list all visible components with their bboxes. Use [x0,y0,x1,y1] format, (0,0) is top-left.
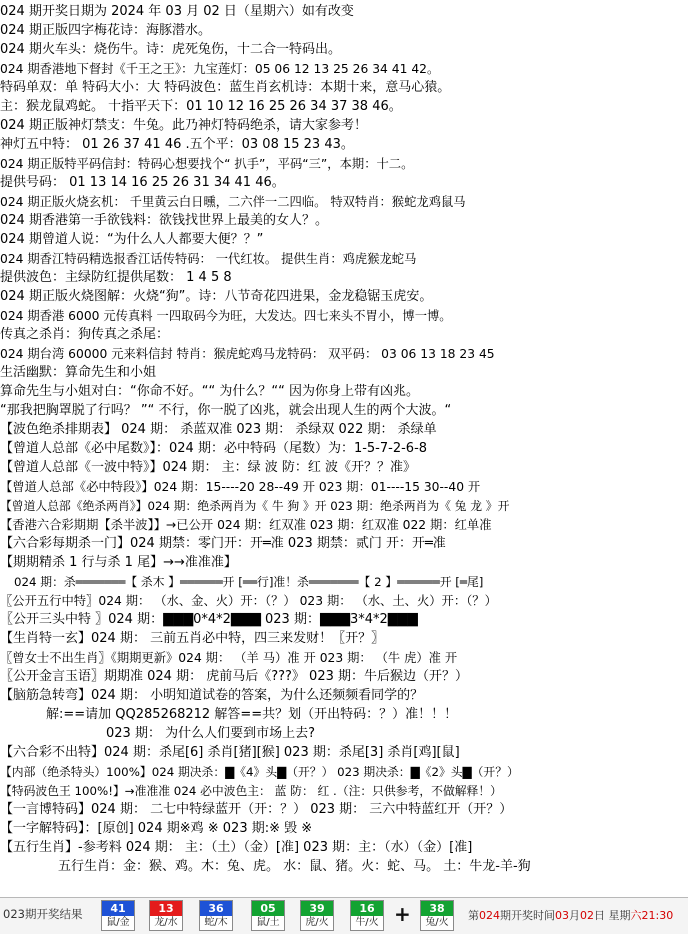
ball-zodiac: 蛇/木 [204,917,228,928]
ball-number: 41 [102,901,134,916]
doc-line: 【曾道人总部《必中特段》】024 期：15----20 28--49 开 023 期：01----15 30--40 开 [0,480,481,494]
doc-line: 024 期香港地下督封《千王之王》：九宝莲灯：05 06 12 13 25 26 34 41 42。 [0,62,440,76]
doc-line: 提供号码： 01 13 14 16 25 26 31 34 41 46。 [0,175,285,190]
doc-line: 神灯五中特： 01 26 37 41 46 .五个平：03 08 15 23 43。 [0,137,354,152]
doc-line: 【一字解特码】：[原创] 024 期※鸡 ※ 023 期:※ 毁 ※ [0,821,313,836]
result-ball [101,900,135,931]
doc-line: 024 期开奖日期为 2024 年 03 月 02 日（星期六）如有改变 [0,4,354,19]
doc-line: 023 期： 为什么人们要到市场上去? [106,726,315,741]
doc-line: 024 期正版神灯禁支：牛兔。此乃神灯特码绝杀，请大家参考！ [0,118,367,133]
ball-number: 38 [421,901,453,916]
doc-line: 024 期正版特平码信封：特码心想要找个“ 扒手”，平码“三”，本期：十二。 [0,157,414,171]
doc-line: 【曾道人总部《必中尾数》】：024 期：必中特码（尾数）为：1-5-7-2-6-8 [0,441,428,456]
doc-line: 【内部（绝杀特头）100%】024 期决杀：▇《4》头▇（开？） 023 期决杀：▇《2》头▇（开？） [0,765,519,779]
result-ball [149,900,183,931]
doc-line: 024 期正版火烧图解：火烧“狗”。诗：八节奇花四进果，金龙稳锯玉虎安。 [0,289,433,304]
doc-line: 【一言博特码】024 期： 二七中特绿蓝开（开：？） 023 期： 三六中特蓝红开（开？） [0,802,513,817]
doc-line: 024 期香港 6000 元传真料 一四取码今为旺，大发达。四七来头不胃小，博一博。 [0,309,452,323]
doc-line: 【曾道人总部《一波中特》】024 期： 主：绿 波 防：红 波《开？？准》 [0,460,416,475]
doc-line: 五行生肖：金：猴、鸡。木：兔、虎。 水：鼠、猪。火：蛇、马。 土：牛龙-羊-狗 [58,859,531,874]
doc-line: 024 期：杀═══════【 杀木 】══════开 [══行]准！杀═══════【 2 】══════开 [═尾] [14,575,484,589]
ball-number: 39 [301,901,333,916]
result-ball [300,900,334,931]
ball-number: 36 [200,901,232,916]
info-week: 六 [630,909,642,922]
special-ball [420,900,454,931]
ball-zodiac: 鼠/土 [256,917,280,928]
result-ball [350,900,384,931]
doc-line: 主：猴龙鼠鸡蛇。 十指平天下：01 10 12 16 25 26 34 37 38 46。 [0,99,402,114]
doc-line: 【六合彩每期杀一门】024 期禁：零门开：开═准 023 期禁：贰门 开：开═准 [0,536,446,551]
ball-zodiac: 牛/火 [355,917,379,928]
doc-line: 【脑筋急转弯】024 期： 小明知道试卷的答案，为什么还频频看同学的？ [0,688,424,703]
doc-line: 传真之杀肖：狗传真之杀尾： [0,327,170,342]
ball-zodiac: 龙/水 [154,917,178,928]
info-week-label: 星期 [608,909,631,922]
doc-line: 生活幽默：算命先生和小姐 [0,365,157,380]
info-time: 21:30 [641,909,674,922]
ball-number: 13 [150,901,182,916]
doc-line: 【特码波色王 100%!】→准准准 024 必中波色主： 蓝 防： 红 .（注：只供参考，不做解释！） [0,784,502,798]
doc-line: 特码单双：单 特码大小：大 特码波色：蓝生肖玄机诗：本期十来，意马心猿。 [0,80,451,95]
ball-zodiac: 鼠/金 [106,917,130,928]
info-day-unit: 日 [594,909,605,922]
ball-number: 16 [351,901,383,916]
plus-sign: + [394,902,411,926]
next-draw-info [468,907,673,923]
info-month-unit: 月 [569,909,580,922]
doc-line: 024 期火车头：烧伤牛。诗：虎死兔伤，十二合一特码出。 [0,42,341,57]
info-day: 02 [580,909,594,922]
doc-line: 【生肖特一玄】024 期： 三前五肖必中特，四三来发财！〖开？〗 [0,631,385,646]
doc-line: 【六合彩不出特】024 期：杀尾[6] 杀肖[猪][猴] 023 期：杀尾[3] 杀肖[鸡][鼠] [0,745,460,760]
doc-line: 024 期正版火烧玄机： 千里黄云白日曛，二六伴一二四临。 特双特肖：猴蛇龙鸡鼠马 [0,195,466,209]
info-prefix: 第 [468,909,479,922]
doc-line: 024 期香港第一手欲钱料：欲钱找世界上最美的女人？。 [0,213,328,228]
doc-line: 解:==请加 QQ285268212 解答==共？划（开出特码：？）准！！！ [46,707,458,722]
draw-result-bar [0,897,688,934]
doc-line: 【五行生肖】-参考料 024 期： 主：（土）（金）[准] 023 期：主：（水）（金）[准] [0,840,473,855]
draw-result-label: 023期开奖结果 [3,907,83,921]
doc-line: 〖公开三头中特 〗024 期：▇▇▇0*4*2▇▇▇ 023 期：▇▇▇3*4*2▇▇▇ [0,612,418,627]
result-ball [251,900,285,931]
doc-line: 024 期台湾 60000 元来料信封 特肖：猴虎蛇鸡马龙特码： 双平码： 03 06 13 18 23 45 [0,347,495,361]
doc-line: 024 期曾道人说：“为什么人人都要大便？？” [0,232,264,247]
doc-line: 提供波色：主绿防红提供尾数： 1 4 5 8 [0,270,232,285]
result-ball [199,900,233,931]
doc-line: 〖曾女士不出生肖〗《期期更新》024 期： （羊 马）准 开 023 期： （牛 虎）准 开 [0,651,458,665]
doc-line: 〖公开五行中特〗024 期： （水、金、火）开：（？） 023 期： （水、土、火）开：（？） [0,594,497,608]
doc-line: 024 期香江特码精选报香江话传特码： 一代红妆。 提供生肖：鸡虎猴龙蛇马 [0,252,417,266]
ball-number: 05 [252,901,284,916]
doc-line: 【香港六合彩期期【杀半波】】→已公开 024 期：红双准 023 期：红双准 022 期：红单准 [0,518,492,532]
info-month: 03 [555,909,569,922]
ball-zodiac: 虎/火 [305,917,329,928]
doc-line: 〖公开金言玉语〗期期准 024 期： 虎前马后《???》 023 期：牛后猴边（开？） [0,669,468,684]
doc-line: 【期期精杀 1 行与杀 1 尾】→→准准准】 [0,555,237,570]
ball-zodiac: 兔/火 [425,917,449,928]
info-mid: 期开奖时间 [500,909,555,922]
info-issue: 024 [479,909,500,922]
doc-line: “那我把胸罩脱了行吗？ ”“ 不行，你一脱了凶兆，就会出现人生的两个大波。“ [0,403,452,418]
doc-line: 024 期正版四字梅花诗：海豚潜水。 [0,23,211,38]
doc-line: 【波色绝杀排期表】 024 期： 杀蓝双准 023 期： 杀绿双 022 期： 杀绿单 [0,422,437,437]
doc-line: 算命先生与小姐对白：“你命不好。““ 为什么？““ 因为你身上带有凶兆。 [0,384,419,399]
doc-line: 【曾道人总部《绝杀两肖》】024 期：绝杀两肖为《 牛 狗 》开 023 期：绝杀两肖为《 兔 龙 》开 [0,499,510,513]
